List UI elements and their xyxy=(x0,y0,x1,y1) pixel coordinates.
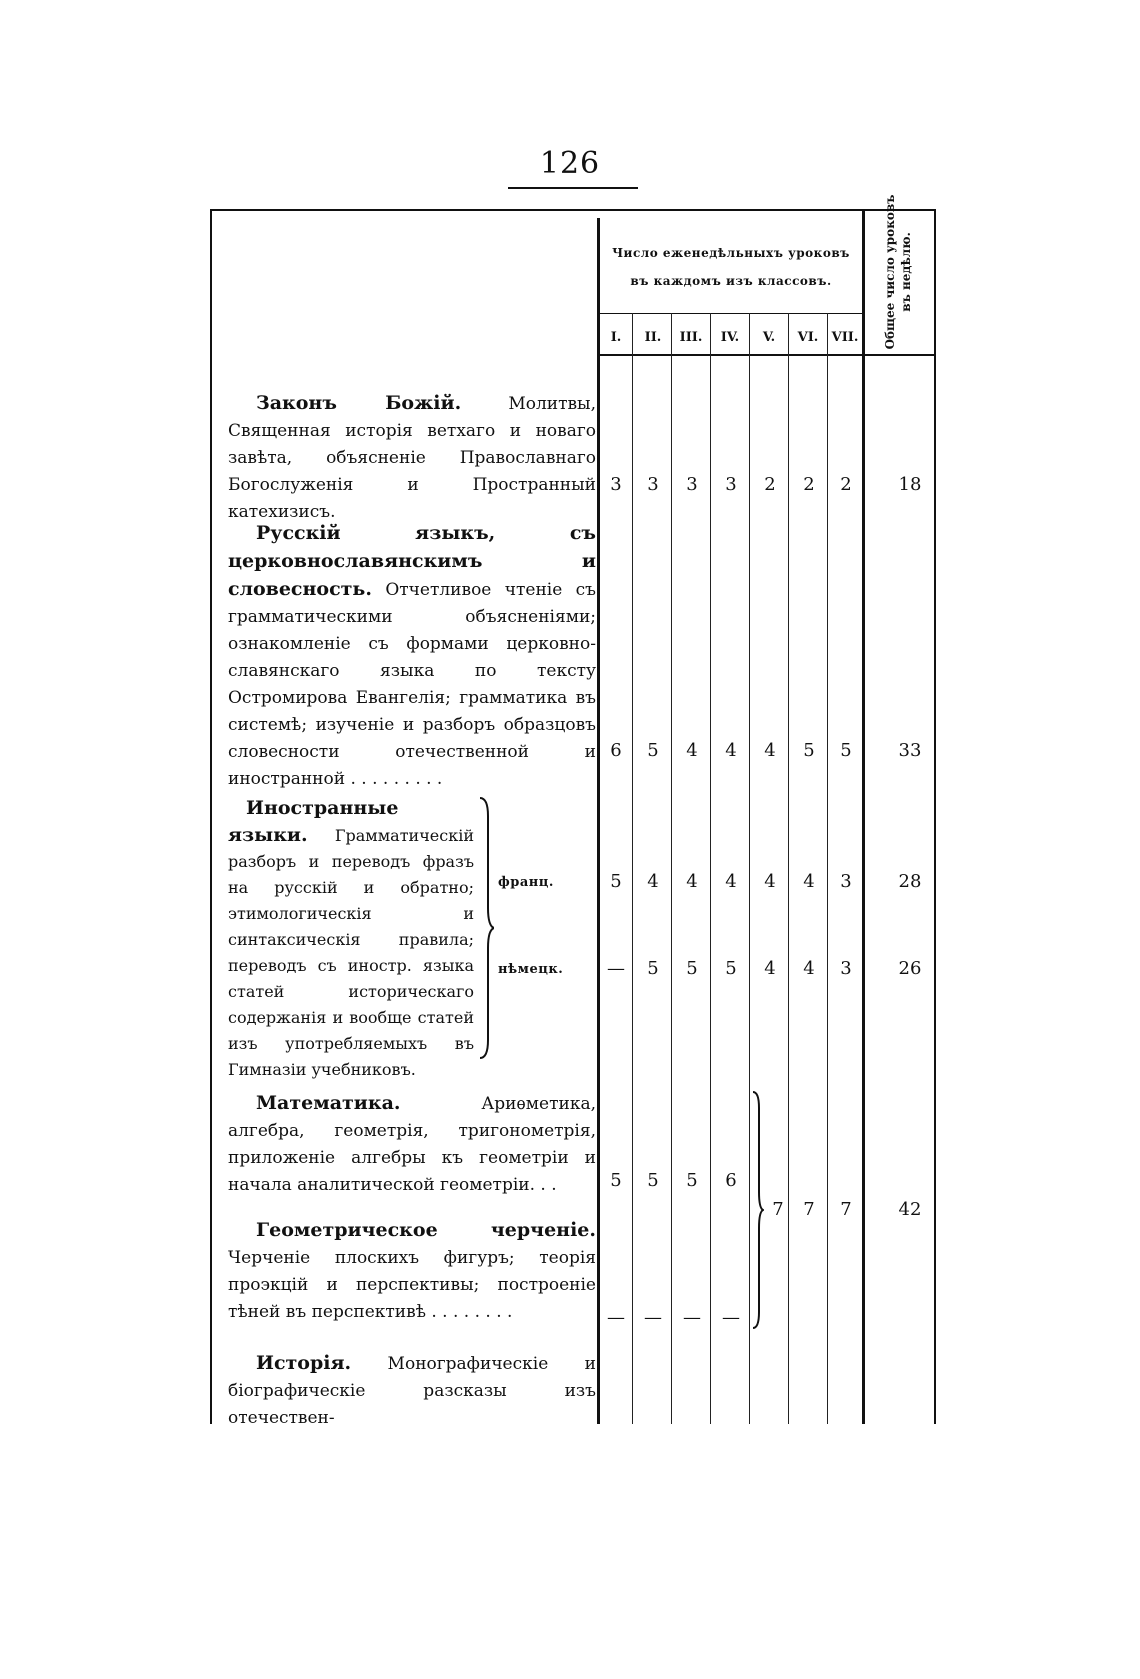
col-divider xyxy=(671,313,672,1424)
math-val-1: 5 xyxy=(610,1170,622,1191)
zakon-val-6: 2 xyxy=(803,474,815,495)
col-divider xyxy=(710,313,711,1424)
german-val-3: 5 xyxy=(686,958,698,979)
table-top-border xyxy=(210,209,936,211)
math-val-3: 5 xyxy=(686,1170,698,1191)
total-column-divider xyxy=(862,209,865,1424)
german-total: 26 xyxy=(898,958,922,979)
lang-german: нѣмецк. xyxy=(498,962,564,977)
header-class-rule xyxy=(599,313,864,314)
russian-total: 33 xyxy=(898,740,922,761)
subject-text: Отчетливое чтеніе съ грамматическими объясненіями; ознакомленіе съ формами церковно-славянскаго языка по тексту Остромирова Евангелія; грамматика въ системѣ; изученіе и разборъ образцовъ словесности отечественной и иностранной . . . . . . . . . xyxy=(228,580,596,789)
col-divider xyxy=(788,313,789,1424)
zakon-total: 18 xyxy=(898,474,922,495)
total-header: Общее число уроковъ въ недѣлю. xyxy=(883,194,913,350)
german-val-4: 5 xyxy=(725,958,737,979)
zakon-val-2: 3 xyxy=(647,474,659,495)
combined-val-7: 7 xyxy=(840,1199,852,1220)
drawing-val-2: — xyxy=(644,1307,662,1328)
combined-total: 42 xyxy=(898,1199,922,1220)
class-header-1: I. xyxy=(610,330,622,345)
french-val-6: 4 xyxy=(803,871,815,892)
zakon-val-5: 2 xyxy=(764,474,776,495)
subject-text: Черченіе плоскихъ фигуръ; теорія проэкцій и перспективы; построеніе тѣней въ перспективѣ . . . . . . . . xyxy=(228,1248,596,1322)
russian-val-4: 4 xyxy=(725,740,737,761)
class-header-2: II. xyxy=(644,330,662,345)
russian-val-5: 4 xyxy=(764,740,776,761)
french-val-2: 4 xyxy=(647,871,659,892)
french-val-4: 4 xyxy=(725,871,737,892)
table-right-border xyxy=(934,209,936,1424)
drawing-val-4: — xyxy=(722,1307,740,1328)
drawing-val-3: — xyxy=(683,1307,701,1328)
subject-foreign xyxy=(228,795,474,1083)
subject-text: Ариѳметика, алгебра, геометрія, тригонометрія, приложеніе алгебры къ геометріи и начала аналитической геометріи. . . xyxy=(228,1094,596,1195)
class-header-3: III. xyxy=(679,330,703,345)
russian-val-7: 5 xyxy=(840,740,852,761)
zakon-val-1: 3 xyxy=(610,474,622,495)
subject-title: Геометрическое черченіе. xyxy=(256,1219,596,1241)
foreign-brace xyxy=(478,796,494,1060)
russian-val-2: 5 xyxy=(647,740,659,761)
math-val-4: 6 xyxy=(725,1170,737,1191)
subject-text: Монографическіе и біографическіе разсказы изъ отечествен- xyxy=(228,1354,597,1428)
russian-val-1: 6 xyxy=(610,740,622,761)
subject-math xyxy=(228,1090,596,1199)
russian-val-3: 4 xyxy=(686,740,698,761)
math-val-2: 5 xyxy=(647,1170,659,1191)
zakon-val-7: 2 xyxy=(840,474,852,495)
german-val-2: 5 xyxy=(647,958,659,979)
class-header-5: V. xyxy=(762,330,776,345)
class-header-6: VI. xyxy=(797,330,819,345)
french-val-3: 4 xyxy=(686,871,698,892)
subject-text: Грамматическій разборъ и переводъ фразъ на русскій и обратно; этимологическія и синтаксическія правила; переводъ съ иностр. языка статей историческаго содержанія и вообще статей изъ употребляемыхъ въ Гимназіи учебниковъ. xyxy=(228,826,474,1079)
subject-title: Математика. xyxy=(256,1092,401,1114)
zakon-val-3: 3 xyxy=(686,474,698,495)
german-val-7: 3 xyxy=(840,958,852,979)
subject-title: Законъ Божій. xyxy=(256,392,462,414)
german-val-5: 4 xyxy=(764,958,776,979)
subject-text: Молитвы, Священная исторія ветхаго и новаго завѣта, объясненіе Православнаго Богослуженія и Пространный катехизисъ. xyxy=(228,394,596,522)
header-bottom-rule xyxy=(599,354,935,356)
french-val-1: 5 xyxy=(610,871,622,892)
subject-column-divider xyxy=(597,218,600,1424)
lang-french: франц. xyxy=(498,875,554,890)
german-val-6: 4 xyxy=(803,958,815,979)
french-total: 28 xyxy=(898,871,922,892)
subject-drawing xyxy=(228,1217,596,1326)
table-left-border xyxy=(210,209,212,1424)
subject-title: Русскій языкъ, съ церковнославянскимъ и словесность. xyxy=(228,522,596,600)
french-val-5: 4 xyxy=(764,871,776,892)
combined-val-6: 7 xyxy=(803,1199,815,1220)
drawing-val-1: — xyxy=(607,1307,625,1328)
subject-russian xyxy=(228,520,596,793)
page-number: 126 xyxy=(539,146,601,181)
german-val-1: — xyxy=(607,958,625,979)
header-line-2: въ каждомъ изъ классовъ. xyxy=(630,274,832,288)
french-val-7: 3 xyxy=(840,871,852,892)
subject-title: Иностранные языки. xyxy=(228,797,399,846)
subject-history xyxy=(228,1350,596,1432)
page-number-rule xyxy=(508,187,638,189)
col-divider xyxy=(749,313,750,1424)
class-header-7: VII. xyxy=(831,330,859,345)
subject-title: Исторія. xyxy=(256,1352,352,1374)
russian-val-6: 5 xyxy=(803,740,815,761)
combined-val-5: 7 xyxy=(772,1199,784,1220)
class-header-4: IV. xyxy=(720,330,740,345)
subject-zakon xyxy=(228,390,596,526)
zakon-val-4: 3 xyxy=(725,474,737,495)
header-line-1: Число еженедѣльныхъ уроковъ xyxy=(612,246,850,260)
